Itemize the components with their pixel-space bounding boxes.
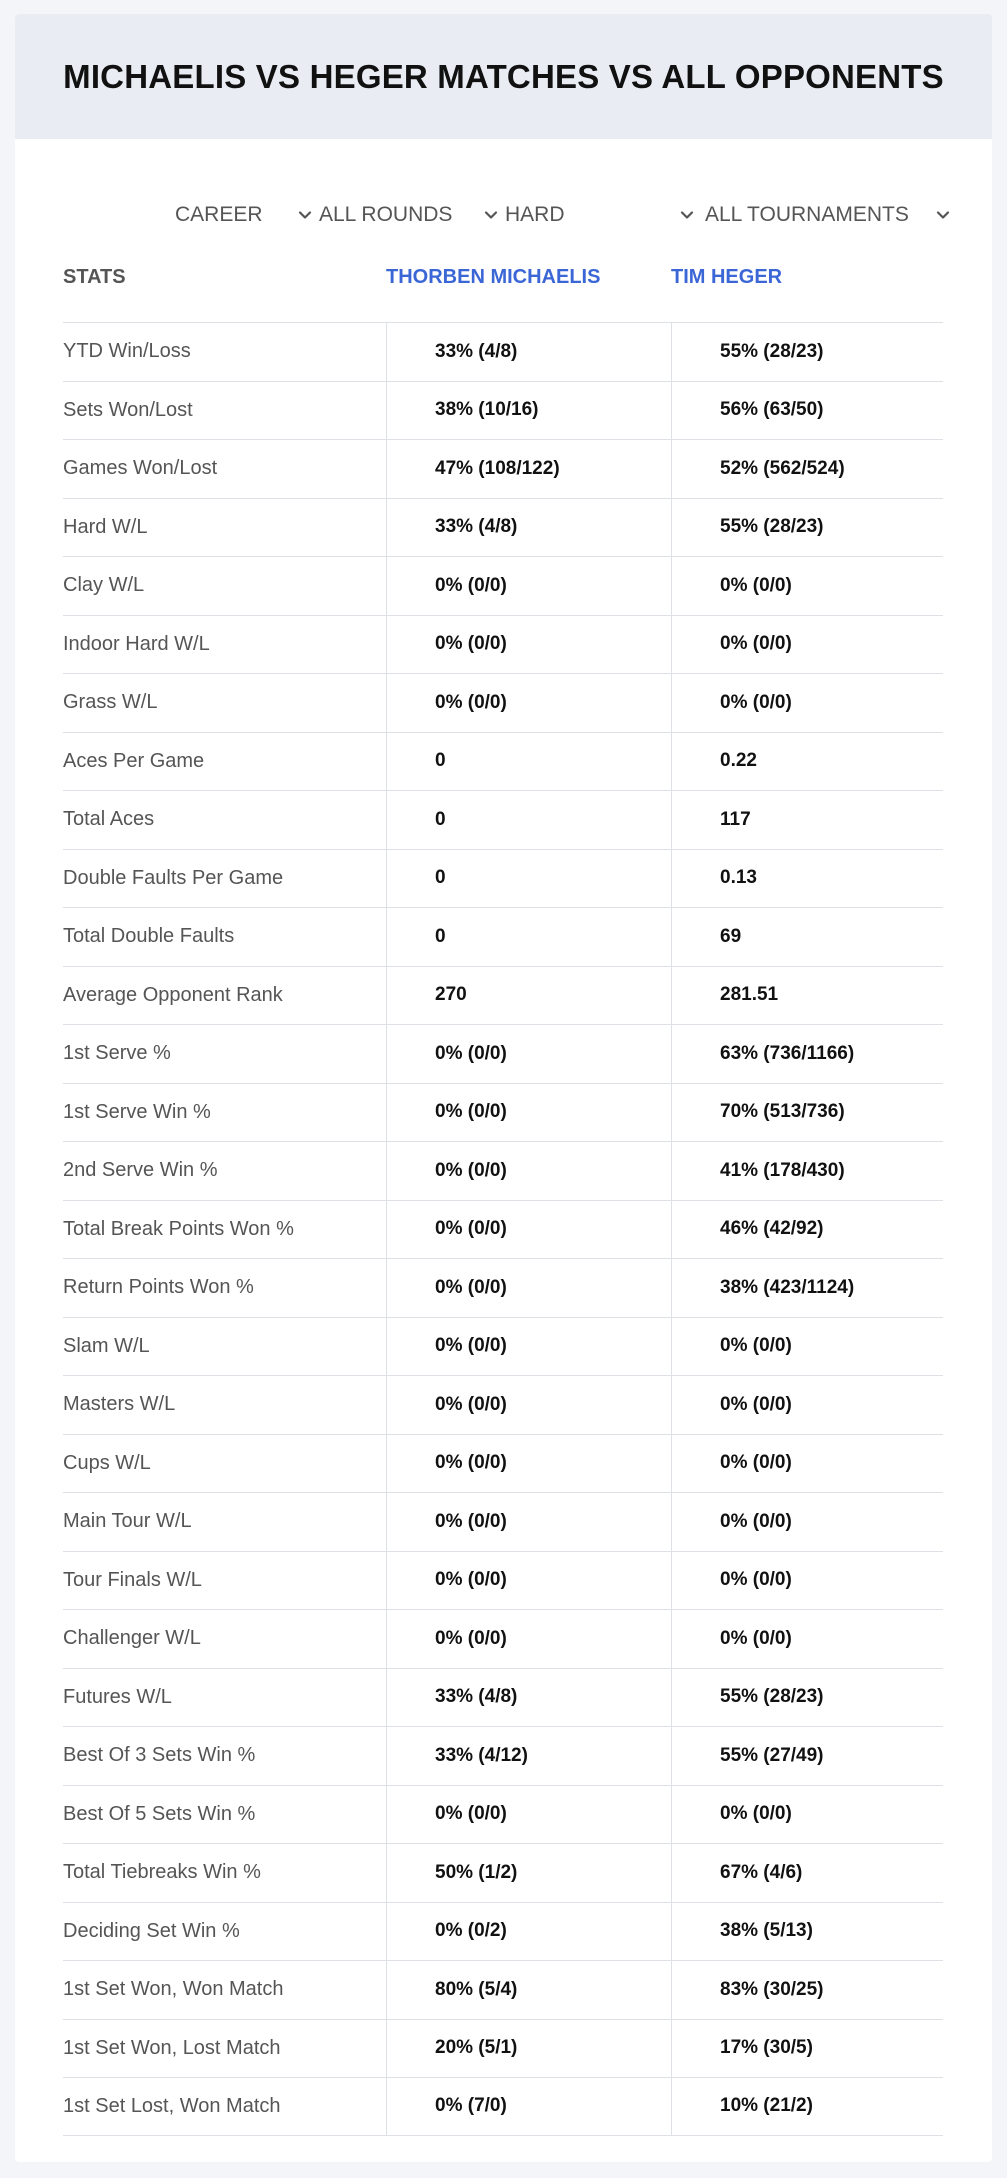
rounds-select[interactable] [319,200,499,230]
row-label: 1st Serve Win % [63,1100,211,1123]
player1-value: 0% (0/0) [386,1142,671,1200]
row-label: 1st Set Lost, Won Match [63,2094,281,2117]
table-row [63,1434,943,1493]
chevron-down-icon [483,207,499,223]
table-row [63,1200,943,1259]
row-label: Games Won/Lost [63,457,218,480]
player1-value: 0% (0/0) [386,1318,671,1376]
rounds-select-value: ALL ROUNDS [319,203,453,226]
player1-value: 0% (0/0) [386,1435,671,1493]
row-label: Main Tour W/L [63,1510,192,1533]
row-label: Deciding Set Win % [63,1919,240,1942]
player1-value: 47% (108/122) [386,440,671,498]
player2-value: 63% (736/1166) [671,1025,943,1083]
table-row [63,498,943,557]
player2-value: 10% (21/2) [671,2078,943,2135]
table-row [63,849,943,908]
player1-value: 33% (4/12) [386,1727,671,1785]
table-row [63,1843,943,1902]
row-label: Hard W/L [63,515,148,538]
table-row [63,1902,943,1961]
row-label: Indoor Hard W/L [63,632,210,655]
row-label: Clay W/L [63,574,145,597]
player1-value: 0% (0/0) [386,616,671,674]
row-label: Total Break Points Won % [63,1217,294,1240]
player1-value: 0 [386,908,671,966]
player2-value: 70% (513/736) [671,1084,943,1142]
player2-value: 46% (42/92) [671,1201,943,1259]
table-header [63,244,943,322]
player2-value: 0% (0/0) [671,1786,943,1844]
player1-value: 0 [386,733,671,791]
table-row [63,966,943,1025]
player2-value: 69 [671,908,943,966]
player1-value: 80% (5/4) [386,1961,671,2019]
row-label: 1st Set Won, Won Match [63,1978,284,2001]
player2-value: 41% (178/430) [671,1142,943,1200]
player1-value: 0 [386,850,671,908]
player2-value: 117 [671,791,943,849]
player1-value: 0% (0/0) [386,1201,671,1259]
row-label: 1st Set Won, Lost Match [63,2036,281,2059]
row-label: Cups W/L [63,1451,151,1474]
row-label: Total Double Faults [63,925,235,948]
player1-value: 0% (0/2) [386,1903,671,1961]
stats-card [15,14,992,2162]
table-row [63,732,943,791]
table-row [63,1024,943,1083]
stats-table [63,244,943,2136]
player1-value: 0% (0/0) [386,1610,671,1668]
table-row [63,322,943,381]
surface-select[interactable] [505,200,695,230]
player1-value: 0% (0/0) [386,557,671,615]
player1-value: 38% (10/16) [386,382,671,440]
table-row [63,1141,943,1200]
stats-column-header: STATS [63,266,126,288]
table-row [63,615,943,674]
row-label: Challenger W/L [63,1627,201,1650]
player2-value: 38% (423/1124) [671,1259,943,1317]
player2-value: 0.13 [671,850,943,908]
page-header [15,14,992,139]
table-row [63,1960,943,2019]
player2-value: 67% (4/6) [671,1844,943,1902]
player1-link[interactable]: THORBEN MICHAELIS [386,266,601,288]
player1-value: 0% (0/0) [386,1376,671,1434]
player2-value: 281.51 [671,967,943,1025]
surface-select-value: HARD [505,203,565,226]
row-label: Average Opponent Rank [63,983,283,1006]
row-label: Futures W/L [63,1685,172,1708]
player2-value: 0% (0/0) [671,1552,943,1610]
player1-value: 0% (0/0) [386,1786,671,1844]
row-label: Grass W/L [63,691,158,714]
player1-value: 33% (4/8) [386,323,671,381]
player2-value: 0% (0/0) [671,1435,943,1493]
table-body [63,322,943,2136]
player2-value: 38% (5/13) [671,1903,943,1961]
table-row [63,556,943,615]
player2-value: 55% (27/49) [671,1727,943,1785]
player1-value: 0% (0/0) [386,1025,671,1083]
table-row [63,673,943,732]
player2-value: 55% (28/23) [671,1669,943,1727]
row-label: 1st Serve % [63,1042,171,1065]
row-label: Slam W/L [63,1334,150,1357]
player1-value: 33% (4/8) [386,499,671,557]
player2-value: 0% (0/0) [671,557,943,615]
player2-value: 52% (562/524) [671,440,943,498]
table-row [63,790,943,849]
table-row [63,1551,943,1610]
row-label: Total Tiebreaks Win % [63,1861,261,1884]
row-label: Masters W/L [63,1393,176,1416]
table-row [63,1375,943,1434]
player2-value: 0% (0/0) [671,674,943,732]
row-label: Double Faults Per Game [63,866,284,889]
player2-value: 83% (30/25) [671,1961,943,2019]
row-label: Aces Per Game [63,749,205,772]
table-row [63,1492,943,1551]
player2-value: 0% (0/0) [671,616,943,674]
table-row [63,1083,943,1142]
player2-value: 55% (28/23) [671,499,943,557]
player1-value: 0% (0/0) [386,1552,671,1610]
chevron-down-icon [297,207,313,223]
row-label: Return Points Won % [63,1276,254,1299]
period-select-value: CAREER [175,203,263,226]
table-row [63,1317,943,1376]
player2-value: 0% (0/0) [671,1493,943,1551]
table-row [63,1668,943,1727]
player1-value: 270 [386,967,671,1025]
player1-value: 50% (1/2) [386,1844,671,1902]
table-row [63,907,943,966]
player1-value: 0% (7/0) [386,2078,671,2135]
player2-value: 0.22 [671,733,943,791]
row-label: YTD Win/Loss [63,340,191,363]
player1-value: 20% (5/1) [386,2020,671,2078]
player2-value: 17% (30/5) [671,2020,943,2078]
tournaments-select[interactable] [705,200,951,230]
player1-value: 0% (0/0) [386,1259,671,1317]
player2-value: 56% (63/50) [671,382,943,440]
table-row [63,1785,943,1844]
chevron-down-icon [679,207,695,223]
table-row [63,1609,943,1668]
player2-value: 0% (0/0) [671,1376,943,1434]
table-row [63,439,943,498]
filter-bar [15,188,992,244]
row-label: Total Aces [63,808,155,831]
player2-value: 0% (0/0) [671,1610,943,1668]
row-label: Best Of 5 Sets Win % [63,1802,256,1825]
player1-value: 0% (0/0) [386,1493,671,1551]
table-row [63,381,943,440]
player1-value: 0% (0/0) [386,674,671,732]
player1-value: 0 [386,791,671,849]
player1-value: 33% (4/8) [386,1669,671,1727]
row-label: Sets Won/Lost [63,398,193,421]
period-select[interactable] [175,200,313,230]
player2-value: 55% (28/23) [671,323,943,381]
player2-link[interactable]: TIM HEGER [671,266,783,288]
row-label: Best Of 3 Sets Win % [63,1744,256,1767]
table-row [63,2019,943,2078]
page-title: MICHAELIS VS HEGER MATCHES VS ALL OPPONENTS [63,57,944,95]
row-label: 2nd Serve Win % [63,1159,218,1182]
row-label: Tour Finals W/L [63,1568,202,1591]
player1-value: 0% (0/0) [386,1084,671,1142]
tournaments-select-value: ALL TOURNAMENTS [705,203,909,226]
table-row [63,1258,943,1317]
table-row [63,1726,943,1785]
table-row [63,2077,943,2136]
chevron-down-icon [935,207,951,223]
player2-value: 0% (0/0) [671,1318,943,1376]
